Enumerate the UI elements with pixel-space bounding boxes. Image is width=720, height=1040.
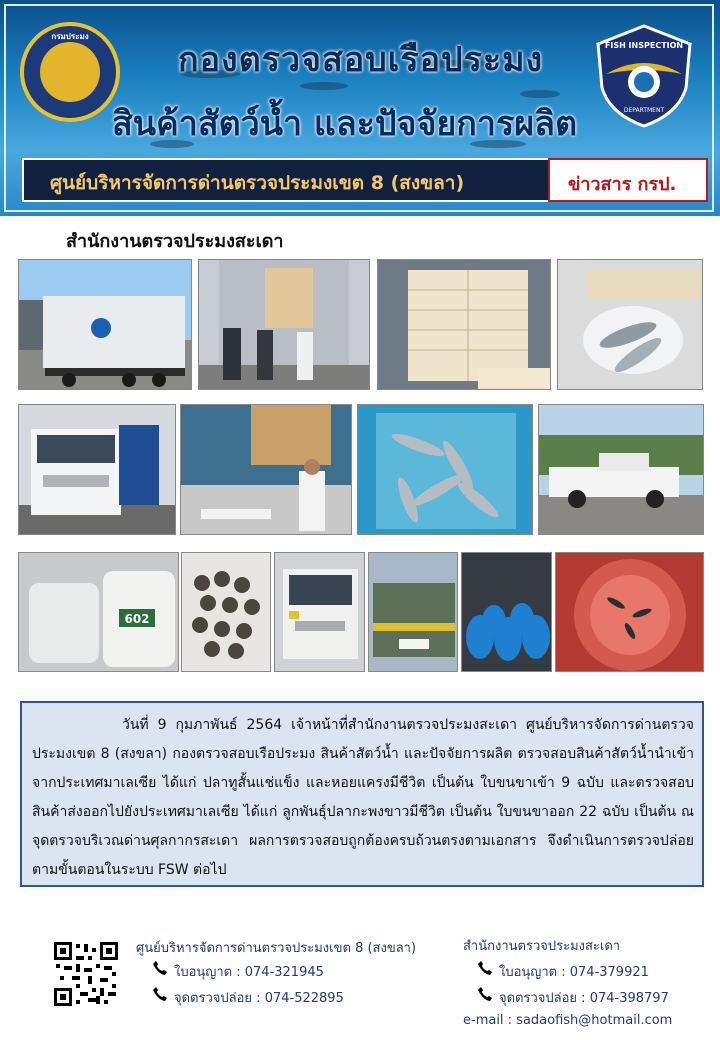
photo-truck-front-2 <box>274 552 365 672</box>
page-title-line2: สินค้าสัตว์น้ำ และปัจจัยการผลิต <box>112 104 578 144</box>
svg-text:602: 602 <box>124 612 150 626</box>
center-label: ศูนย์บริหารจัดการด่านตรวจประมงเขต 8 (สงขลา) <box>50 172 465 194</box>
photo-officer-inspecting-truck <box>180 404 352 535</box>
photo-fish-fry-basin <box>555 552 704 672</box>
page-title-line1: กองตรวจสอบเรือประมง <box>178 40 544 80</box>
logo-left-text: กรมประมง <box>51 32 89 41</box>
footer-right-title: สำนักงานตรวจประมงสะเดา <box>463 939 621 954</box>
photo-white-pickup <box>538 404 704 535</box>
photo-sacks-602 <box>18 552 179 672</box>
footer-email[interactable]: e-mail : sadaofish@hotmail.com <box>463 1013 673 1028</box>
photo-frozen-mackerel-box <box>557 259 703 390</box>
footer-left-line2: จุดตรวจปล่อย : 074-522895 <box>174 991 344 1006</box>
phone-icon <box>477 960 493 976</box>
description-box <box>20 701 704 887</box>
photo-white-truck-front <box>18 404 176 535</box>
phone-icon <box>152 986 168 1002</box>
footer-right-line2: จุดตรวจปล่อย : 074-398797 <box>499 991 669 1006</box>
svg-text:FISH INSPECTION: FISH INSPECTION <box>604 41 684 50</box>
footer-right-line1: ใบอนุญาต : 074-379921 <box>499 965 649 980</box>
footer-left-title: ศูนย์บริหารจัดการด่านตรวจประมงเขต 8 (สงขลา) <box>136 941 417 956</box>
photo-truck-rear <box>368 552 458 672</box>
svg-text:DEPARTMENT: DEPARTMENT <box>623 107 665 114</box>
qr-code-icon <box>52 940 120 1008</box>
footer-left-line1: ใบอนุญาต : 074-321945 <box>174 965 324 980</box>
photo-cockles <box>181 552 271 672</box>
phone-icon <box>152 960 168 976</box>
news-tag-label: ข่าวสาร กรป. <box>568 174 677 195</box>
photo-blue-barrels <box>461 552 552 672</box>
photo-boxes-in-container <box>377 259 551 390</box>
phone-icon <box>477 986 493 1002</box>
header-banner <box>0 0 720 216</box>
office-heading: สำนักงานตรวจประมงสะเดา <box>66 231 284 252</box>
photo-officers-at-container <box>198 259 370 390</box>
photo-mackerel-in-tub <box>357 404 533 535</box>
photo-titan-container-truck <box>18 259 192 390</box>
description-text: วันที่ 9 กุมภาพันธ์ 2564 เจ้าหน้าที่สำนักงานตรวจประมงสะเดา ศูนย์บริหารจัดการด่านตรวจประมงเขต 8 (สงขลา) กองตรวจสอบเรือประมง สินค้าสัตว์น้ำ และปัจจัยการผลิต ตรวจสอบสินค้าสัตว์น้ำนำเข้าจากประเทศมาเลเซีย ได้แก่ ปลาทูสั้นแช่แข็ง และหอยแครงมีชีวิต เป็นต้น ใบขนขาเข้า 9 ฉบับ และตรวจสอบสินค้าส่งออกไปยังประเทศมาเลเซีย ได้แก่ ลูกพันธุ์ปลากะพงขาวมีชีวิต เป็นต้น ใบขนขาออก 22 ฉบับ เป็นต้น ณ จุดตรวจบริเวณด่านศุลกากรสะเดา ผลการตรวจสอบถูกต้องครบถ้วนตรงตามเอกสาร จึงดำเนินการตรวจปล่อยตามขั้นตอนในระบบ FSW ต่อไป <box>32 717 694 878</box>
